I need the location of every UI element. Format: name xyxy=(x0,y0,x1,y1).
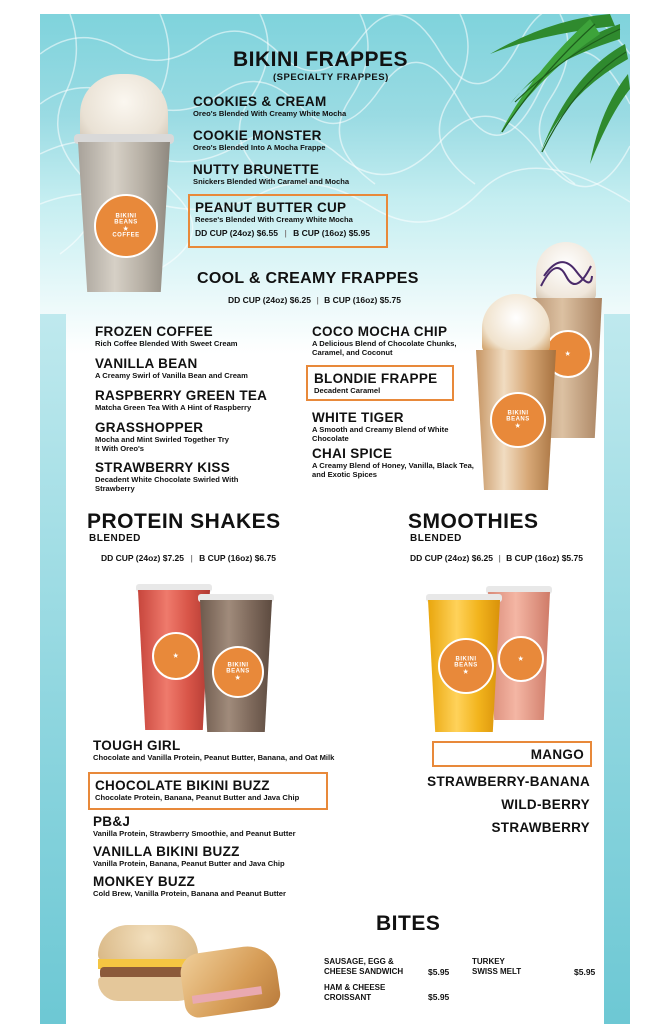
protein-shakes-prices: DD CUP (24oz) $7.25 | B CUP (16oz) $6.75 xyxy=(101,553,276,563)
protein-shakes-list xyxy=(93,738,383,762)
item-name: MONKEY BUZZ xyxy=(93,874,196,889)
cool-creamy-prices: DD CUP (24oz) $6.25 | B CUP (16oz) $5.75 xyxy=(228,295,401,305)
smoothies-list xyxy=(380,774,590,843)
list-item xyxy=(193,162,453,196)
list-item xyxy=(95,324,295,356)
bikini-beans-logo: ★ xyxy=(544,330,592,378)
price-dd: DD CUP (24oz) $6.25 xyxy=(228,295,311,305)
item-desc: Reese's Blended With Creamy White Mocha xyxy=(195,215,353,224)
item-name: VANILLA BEAN xyxy=(95,356,198,371)
item-name: TURKEY xyxy=(472,957,505,966)
mango-smoothie-image xyxy=(426,594,502,734)
caramel-frappe-image xyxy=(476,294,556,494)
item-name: COOKIE MONSTER xyxy=(193,128,322,143)
list-item xyxy=(380,774,590,797)
list-item xyxy=(312,446,477,486)
item-name: HAM & CHEESE xyxy=(324,983,386,992)
item-desc: Vanilla Protein, Strawberry Smoothie, and Peanut Butter xyxy=(93,829,296,838)
palm-leaf-icon xyxy=(470,14,630,164)
item-desc: A Delicious Blend of Chocolate Chunks, Caramel, and Coconut xyxy=(312,339,457,357)
bites-title: BITES xyxy=(376,912,441,935)
item-name: SWISS MELT xyxy=(472,967,522,976)
smoothies-subtitle: BLENDED xyxy=(410,533,462,544)
item-desc: Mocha and Mint Swirled Together Try It With Oreo's xyxy=(95,435,230,453)
left-border xyxy=(40,314,66,1024)
list-item xyxy=(380,797,590,820)
item-desc: A Smooth and Creamy Blend of White Chocolate xyxy=(312,425,449,443)
menu-page xyxy=(40,14,630,1024)
item-name: VANILLA BIKINI BUZZ xyxy=(93,844,240,859)
item-name: CHAI SPICE xyxy=(312,446,393,461)
cool-creamy-title: COOL & CREAMY FRAPPES xyxy=(197,270,419,287)
featured-item-box xyxy=(88,772,328,810)
list-item xyxy=(95,420,295,460)
item-name: PEANUT BUTTER CUP xyxy=(195,200,347,215)
item-name: WHITE TIGER xyxy=(312,410,404,425)
protein-shakes-list-2 xyxy=(93,814,383,904)
item-name: NUTTY BRUNETTE xyxy=(193,162,320,177)
smoothies-title: SMOOTHIES xyxy=(408,510,539,533)
list-item xyxy=(95,460,295,500)
right-border xyxy=(604,314,630,1024)
bikini-beans-logo: BIKINI BEANS ★ xyxy=(438,638,494,694)
item-name: COOKIES & CREAM xyxy=(193,94,327,109)
item-desc: Vanilla Protein, Banana, Peanut Butter and Java Chip xyxy=(93,859,285,868)
item-name: STRAWBERRY-BANANA xyxy=(427,774,590,789)
price-b: B CUP (16oz) $5.75 xyxy=(324,295,401,305)
list-item xyxy=(193,128,453,162)
price-b: B CUP (16oz) $5.95 xyxy=(293,228,370,238)
list-item xyxy=(93,874,383,904)
item-desc: Chocolate Protein, Banana, Peanut Butter and Java Chip xyxy=(95,793,300,802)
bikini-frappes-title: BIKINI FRAPPES xyxy=(233,48,409,71)
item-name: STRAWBERRY xyxy=(491,820,590,835)
cookies-cream-frappe-image xyxy=(74,74,174,294)
bikini-beans-logo: BIKINI BEANS ★ xyxy=(212,646,264,698)
item-desc: Matcha Green Tea With A Hint of Raspberry xyxy=(95,403,252,412)
bites-food-image xyxy=(94,919,284,1019)
protein-shakes-title: PROTEIN SHAKES xyxy=(87,510,281,533)
item-desc: Cold Brew, Vanilla Protein, Banana and Peanut Butter xyxy=(93,889,286,898)
chocolate-protein-shake-image xyxy=(198,594,274,734)
item-price: $5.95 xyxy=(428,992,450,1002)
item-name: CROISSANT xyxy=(324,993,372,1002)
item-name: STRAWBERRY KISS xyxy=(95,460,231,475)
list-item xyxy=(324,983,385,1003)
item-name: CHOCOLATE BIKINI BUZZ xyxy=(95,778,270,793)
item-name: GRASSHOPPER xyxy=(95,420,204,435)
item-desc: Chocolate and Vanilla Protein, Peanut Butter, Banana, and Oat Milk xyxy=(93,753,335,762)
list-item xyxy=(472,957,521,977)
list-item xyxy=(312,410,477,446)
protein-shakes-subtitle: BLENDED xyxy=(89,533,141,544)
bikini-beans-logo: BIKINI BEANS ★ COFFEE xyxy=(94,194,158,258)
item-name: RASPBERRY GREEN TEA xyxy=(95,388,268,403)
cool-creamy-left-list xyxy=(95,324,295,500)
bikini-beans-logo: BIKINI BEANS ★ xyxy=(490,392,546,448)
list-item xyxy=(95,388,295,420)
item-name: FROZEN COFFEE xyxy=(95,324,213,339)
bikini-beans-logo: ★ xyxy=(498,636,544,682)
item-name: COCO MOCHA CHIP xyxy=(312,324,448,339)
item-name: BLONDIE FRAPPE xyxy=(314,371,438,386)
list-item xyxy=(93,844,383,874)
item-name: WILD-BERRY xyxy=(501,797,590,812)
item-name: CHEESE SANDWICH xyxy=(324,967,404,976)
list-item xyxy=(324,957,403,977)
item-name: TOUGH GIRL xyxy=(93,738,181,753)
item-desc: A Creamy Blend of Honey, Vanilla, Black Tea, and Exotic Spices xyxy=(312,461,474,479)
item-desc: A Creamy Swirl of Vanilla Bean and Cream xyxy=(95,371,248,380)
price-dd: DD CUP (24oz) $7.25 xyxy=(101,553,184,563)
price-row: DD CUP (24oz) $6.55 | B CUP (16oz) $5.95 xyxy=(195,228,370,238)
bikini-frappes-list xyxy=(193,94,453,196)
item-name: SAUSAGE, EGG & xyxy=(324,957,394,966)
item-name: PB&J xyxy=(93,814,131,829)
price-b: B CUP (16oz) $5.75 xyxy=(506,553,583,563)
list-item xyxy=(380,820,590,843)
featured-item-box xyxy=(188,194,388,248)
price-b: B CUP (16oz) $6.75 xyxy=(199,553,276,563)
item-desc: Decadent Caramel xyxy=(314,386,381,395)
list-item xyxy=(193,94,453,128)
item-desc: Snickers Blended With Caramel and Mocha xyxy=(193,177,350,186)
smoothies-prices: DD CUP (24oz) $6.25 | B CUP (16oz) $5.75 xyxy=(410,553,583,563)
list-item xyxy=(93,738,383,762)
featured-item-box xyxy=(306,365,454,401)
bites-list xyxy=(324,957,624,1017)
item-name: MANGO xyxy=(530,747,584,762)
item-desc: Decadent White Chocolate Swirled With Strawberry xyxy=(95,475,239,493)
price-dd: DD CUP (24oz) $6.25 xyxy=(410,553,493,563)
featured-item-box xyxy=(432,741,592,767)
cool-creamy-right-list-2 xyxy=(312,410,477,486)
list-item xyxy=(95,356,295,388)
list-item xyxy=(93,814,383,844)
item-price: $5.95 xyxy=(574,967,596,977)
bikini-frappes-subtitle: (SPECIALTY FRAPPES) xyxy=(273,72,389,83)
item-desc: Oreo's Blended With Creamy White Mocha xyxy=(193,109,347,118)
item-desc: Rich Coffee Blended With Sweet Cream xyxy=(95,339,238,348)
item-desc: Oreo's Blended Into A Mocha Frappe xyxy=(193,143,326,152)
price-dd: DD CUP (24oz) $6.55 xyxy=(195,228,278,238)
item-price: $5.95 xyxy=(428,967,450,977)
bikini-beans-logo: ★ xyxy=(152,632,200,680)
